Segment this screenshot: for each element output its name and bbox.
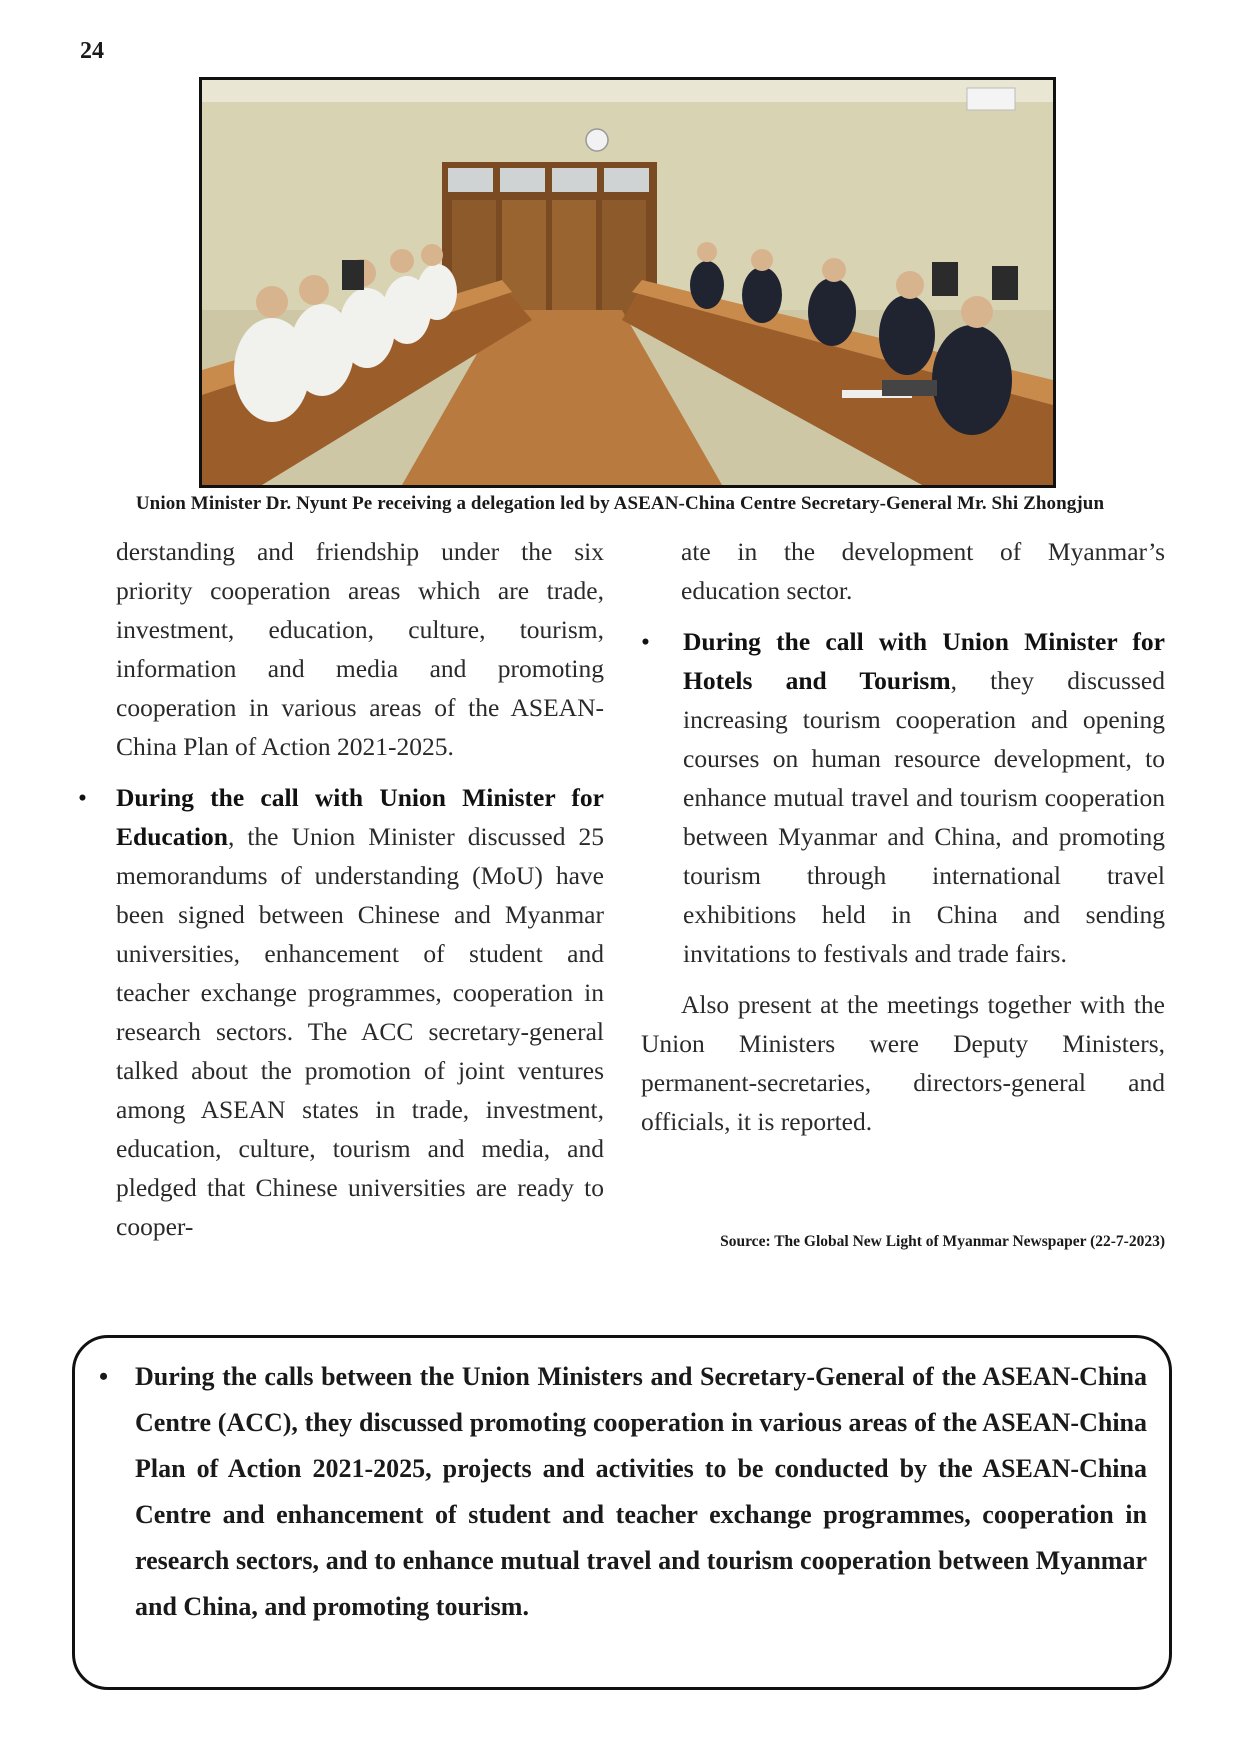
summary-bullet xyxy=(99,1354,1147,1630)
right-column xyxy=(641,532,1165,1153)
bullet-dot-icon: • xyxy=(99,1362,109,1391)
page-number: 24 xyxy=(80,38,104,64)
education-bullet-text: , the Union Minister discussed 25 memorandums of understanding (MoU) have been signed between Chinese and Myanmar universities, enhancement of student and teacher exchange programmes, cooperation in research sectors. The ACC secretary-general talked about the promotion of joint ventures among ASEAN states in trade, investment, education, culture, tourism and media, and pledged that Chinese universities are ready to cooper- xyxy=(116,822,604,1241)
left-continuation-paragraph: derstanding and friendship under the six priority cooperation areas which are trade, investment, education, culture, tourism, information and media and promoting cooperation in various areas of the ASEAN-China Plan of Action 2021-2025. xyxy=(116,537,604,761)
left-column xyxy=(116,532,604,1258)
right-continuation-paragraph: ate in the development of Myanmar’s education sector. xyxy=(681,537,1165,605)
source-note: Source: The Global New Light of Myanmar Newspaper (22-7-2023) xyxy=(720,1233,1165,1250)
education-bullet xyxy=(78,778,604,1246)
tourism-bullet xyxy=(641,622,1165,973)
tourism-bullet-heading: During the call with Union Minister for Hotels and Tourism xyxy=(683,627,1165,695)
summary-box xyxy=(72,1335,1172,1690)
education-bullet-heading: During the call with Union Minister for Education xyxy=(116,783,604,851)
summary-text: During the calls between the Union Ministers and Secretary-General of the ASEAN-China Centre (ACC), they discussed promoting cooperation in various areas of the ASEAN-China Plan of Action 2021-2025, projects and activities to be conducted by the ASEAN-China Centre and enhancement of student and teacher exchange programmes, cooperation in research sectors, and to enhance mutual travel and tourism cooperation between Myanmar and China, and promoting tourism. xyxy=(135,1362,1147,1621)
closing-paragraph: Also present at the meetings together with the Union Ministers were Deputy Ministers, permanent-secretaries, directors-general and officials, it is reported. xyxy=(641,990,1165,1136)
tourism-bullet-text: , they discussed increasing tourism cooperation and opening courses on human resource development, to enhance mutual travel and tourism cooperation between Myanmar and China, and promoting tourism through international travel exhibitions held in China and sending invitations to festivals and trade fairs. xyxy=(683,666,1165,968)
meeting-room-illustration xyxy=(202,80,1053,485)
meeting-photo xyxy=(199,77,1056,488)
photo-caption: Union Minister Dr. Nyunt Pe receiving a delegation led by ASEAN-China Centre Secretary-General Mr. Shi Zhongjun xyxy=(135,493,1105,514)
